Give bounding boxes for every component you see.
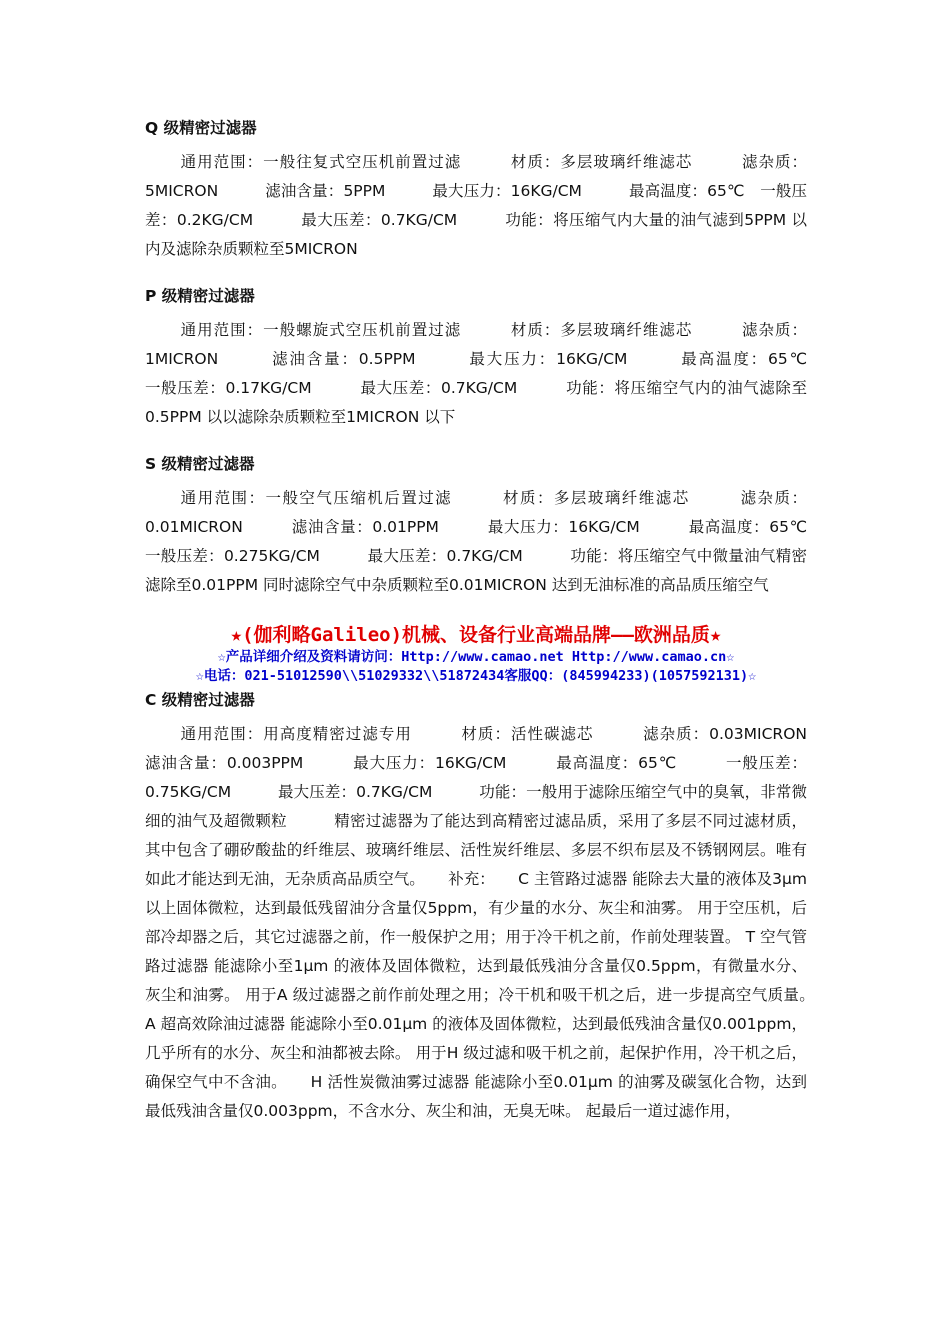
banner-website-link[interactable]: ☆产品详细介绍及资料请访问：Http://www.camao.net Http://www.camao.cn☆ (217, 649, 735, 665)
section-heading: C 级精密过滤器 (145, 691, 255, 709)
section-heading: S 级精密过滤器 (145, 455, 255, 473)
document-content (145, 118, 854, 1126)
section-heading: P 级精密过滤器 (145, 287, 255, 305)
promo-banner (115, 622, 837, 686)
section-paragraph: 通用范围：用高度精密过滤专用 材质：活性碳滤芯 滤杂质：0.03MICRON 滤油含量：0.003PPM 最大压力：16KG/CM 最高温度：65℃ 一般压差：0.75KG/CM 最大压差：0.7KG/CM 功能：一般用于滤除压缩空气中的臭氧，非常微细的油气及超微颗粒 精密过滤器为了能达到高精密过滤品质，采用了多层不同过滤材质，其中包含了硼矽酸盐的纤维层、玻璃纤维层、活性炭纤维层、多层不织布层及不锈钢网层。唯有如此才能达到无油，无杂质高品质空气。 补充： C 主管路过滤器 能除去大量的液体及3μm 以上固体微粒，达到最低残留油分含量仅5ppm，有少量的水分、灰尘和油雾。 用于空压机，后部冷却器之后，其它过滤器之前，作一般保护之用；用于冷干机之前，作前处理装置。 T 空气管路过滤器 能滤除小至1μm 的液体及固体微粒，达到最低残油分含量仅0.5ppm，有微量水分、灰尘和油雾。 用于A 级过滤器之前作前处理之用；冷干机和吸干机之后，进一步提高空气质量。 A 超高效除油过滤器 能滤除小至0.01μm 的液体及固体微粒，达到最低残油含量仅0.001ppm，几乎所有的水分、灰尘和油都被去除。 用于H 级过滤和吸干机之前，起保护作用，冷干机之后，确保空气中不含油。 H 活性炭微油雾过滤器 能滤除小至0.01μm 的油雾及碳氢化合物，达到最低残油含量仅0.003ppm，不含水分、灰尘和油，无臭无味。 起最后一道过滤作用， (145, 725, 854, 1120)
section-paragraph: 通用范围：一般空气压缩机后置过滤 材质：多层玻璃纤维滤芯 滤杂质：0.01MICRON 滤油含量：0.01PPM 最大压力：16KG/CM 最高温度：65℃ 一般压差：0.275KG/CM 最大压差：0.7KG/CM 功能：将压缩空气中微量油气精密滤除至0.01PPM 同时滤除空气中杂质颗粒至0.01MICRON 达到无油标准的高品质压缩空气 (145, 489, 854, 594)
section-c-filter (145, 690, 854, 1126)
banner-brand-line: ★(伽利略Galileo)机械、设备行业高端品牌——欧洲品质★ (230, 624, 722, 646)
section-paragraph: 通用范围：一般往复式空压机前置过滤 材质：多层玻璃纤维滤芯 滤杂质：5MICRON 滤油含量：5PPM 最大压力：16KG/CM 最高温度：65℃ 一般压差：0.2KG/CM 最大压差：0.7KG/CM 功能：将压缩气内大量的油气滤到5PPM 以内及滤除杂质颗粒至5MICRON (145, 153, 807, 258)
section-p-filter (145, 286, 854, 432)
section-s-filter (145, 454, 854, 600)
section-q-filter (145, 118, 807, 264)
banner-contact-line: ☆电话：021-51012590\\51029332\\51872434客服QQ：(845994233)(1057592131)☆ (195, 668, 757, 684)
section-paragraph: 通用范围：一般螺旋式空压机前置过滤 材质：多层玻璃纤维滤芯 滤杂质：1MICRON 滤油含量：0.5PPM 最大压力：16KG/CM 最高温度：65℃ 一般压差：0.17KG/CM 最大压差：0.7KG/CM 功能：将压缩空气内的油气滤除至0.5PPM 以以滤除杂质颗粒至1MICRON 以下 (145, 321, 854, 426)
section-heading: Q 级精密过滤器 (145, 119, 257, 137)
